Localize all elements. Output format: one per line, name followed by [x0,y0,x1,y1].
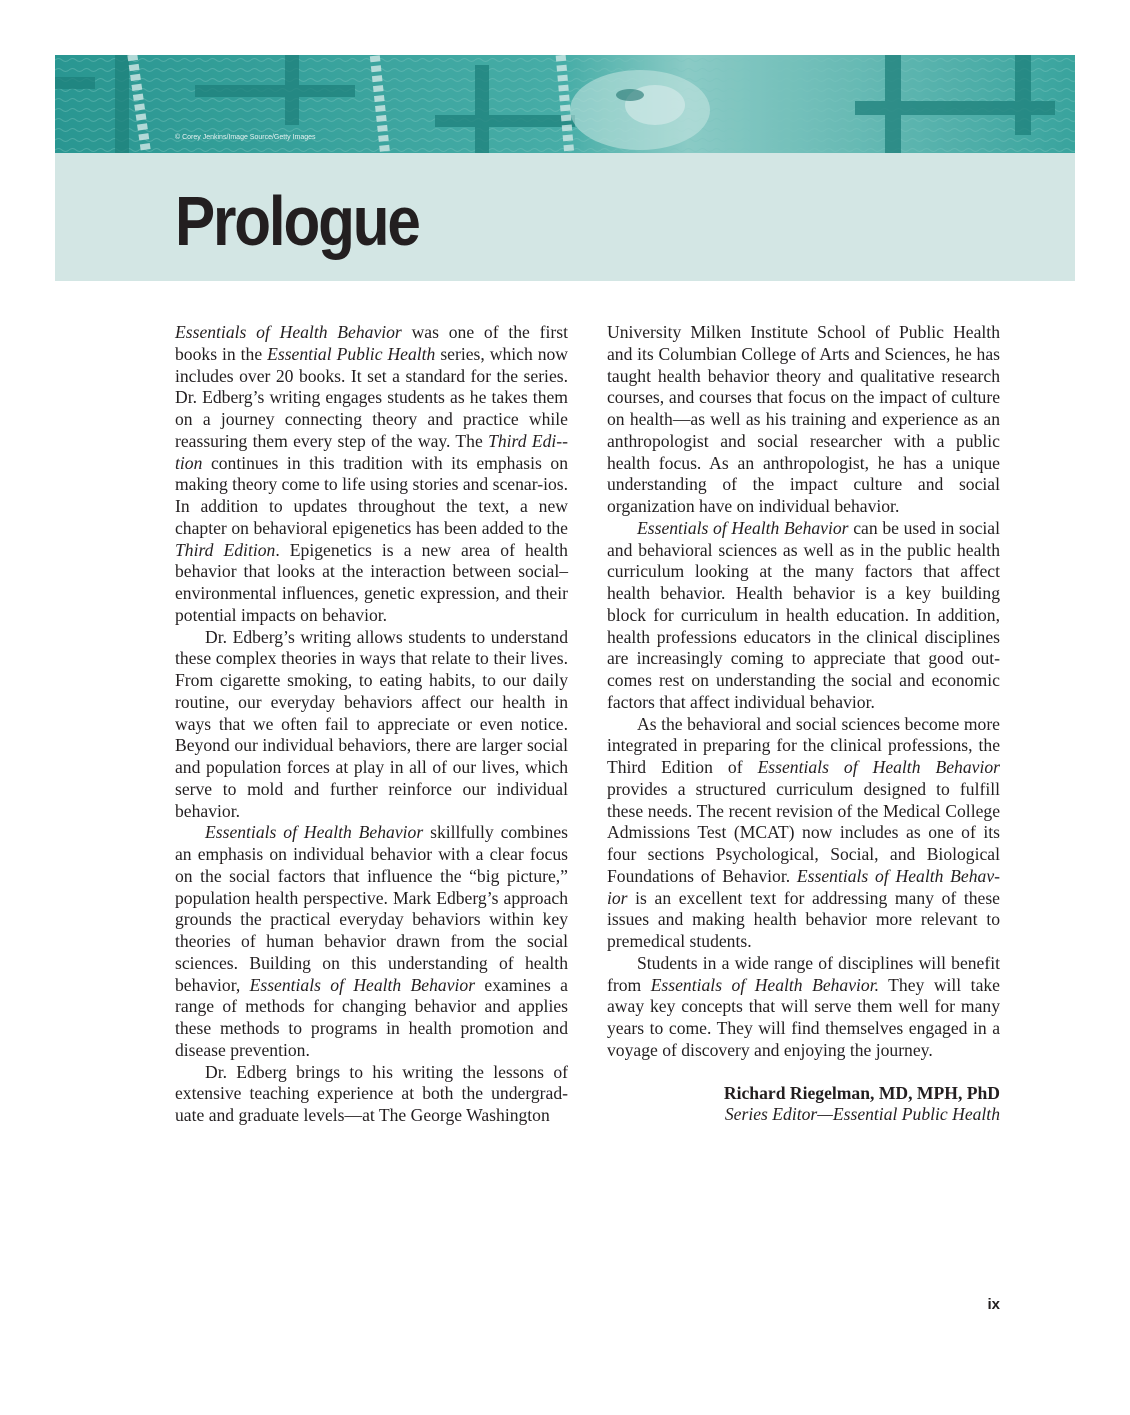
book-title: Essentials of Health Behavior [607,865,1000,908]
text-run: skillfully combines an emphasis on individual behavior with a clear focus on the social factors that influence the “big picture,” population health perspective. Mark Edberg’s approach grounds the practical everyday behaviors within key theories of human behavior drawn from the social sciences. Building on this understanding of health behavior, [175,822,568,995]
paragraph: Dr. Edberg brings to his writing the lessons of extensive teaching experience at both the undergraduate and graduate levels—at The George Washington [175,1061,568,1125]
text-run: is an excellent text for addressing many of these issues and making health behavior more relevant to premedical students. [607,887,1000,951]
book-title: Essentials of Health Behavior [175,322,402,342]
series-title: Essential Public Health [267,343,436,364]
text-column-left [175,322,568,1127]
text-run: was one of the first books in the [175,322,568,364]
text-run: continues in this tradition with its emphasis on making theory come to life using stories and scenar-ios. In addition to updates throughout the text, a new chapter on behavioral epigenetics has been added to the [175,452,568,538]
text-column-right [607,322,1000,1126]
book-title: Essentials of Health Behavior. [650,974,880,995]
text-run: examines a range of methods for changing behavior and applies these methods to programs in health promotion and disease prevention. [175,974,568,1060]
text-run: series, which now includes over 20 books. It set a standard for the series. Dr. Edberg’s writing engages students as he takes them on a journey connecting theory and practice while reassuring them every step of the way. The [175,343,568,451]
book-title: Essentials of Health Behavior [637,517,849,538]
text-run: . Epigenetics is a new area of health behavior that looks at the interaction between social–environmental influences, genetic expression, and their potential impacts on behavior. [175,539,568,625]
paragraph [175,322,568,627]
edition-title: Third Edition [175,539,276,560]
header-photo-banner [55,55,1075,153]
title-band [55,153,1075,281]
text-run: provides a structured curriculum designed to fulfill these needs. The recent revision of the Medical College Admissions Test (MCAT) now includes as one of its four sections Psychological, Social, and Biological Foundations of Behavior. [607,778,1000,886]
text-run: Students in a wide range of disciplines will benefit from [607,952,1000,995]
text-run: As the behavioral and social sciences become more integrated in preparing for the clinical professions, the Third Edition of [607,713,1000,777]
page-title: Prologue [175,182,419,260]
paragraph: Dr. Edberg’s writing allows students to understand these complex theories in ways that relate to their lives. From cigarette smoking, to eating habits, to our daily routine, our everyday behaviors affect our health in ways that we often fail to appreciate or even notice. Beyond our individual behaviors, there are larger social and population forces at play in all of our lives, which serve to mold and further reinforce our individual behavior. [175,626,568,821]
paragraph [607,953,1000,1062]
page-number: ix [987,1296,1000,1313]
book-title: Essentials of Health Behavior [757,757,1000,777]
paragraph: University Milken Institute School of Public Health and its Columbian College of Arts and Sciences, he has taught health behavior theory and qualitative research courses, and courses that focus on the impact of culture on health—as well as his training and experience as an anthropologist and social researcher with a public health focus. As an anthropologist, he has a unique understanding of the impact culture and social organization have on individual behavior. [607,322,1000,516]
signature-block [607,1083,1000,1127]
text-run: They will take away key concepts that will serve them well for many years to come. They will find themselves engaged in a voyage of discovery and enjoying the journey. [607,974,1000,1060]
text-run: can be used in social and behavioral sciences as well as in the public health curriculum looking at the many factors that affect health behavior. Health behavior is a key building block for curriculum in health education. In addition, health professions educators in the clinical disciplines are increasingly coming to appreciate that good outcomes rest on understanding the social and economic factors that affect individual behavior. [607,517,1000,712]
author-role: Series Editor—Essential Public Health [724,1104,1000,1125]
book-title: Essentials of Health Behavior [205,822,424,843]
photo-credit: © Corey Jenkins/Image Source/Getty Images [175,134,316,141]
edition-title: Third Edi-tion [175,430,568,473]
book-title: Essentials of Health Behavior [249,974,476,995]
paragraph [607,518,1000,714]
paragraph [607,714,1000,953]
paragraph [175,822,568,1061]
author-name: Richard Riegelman, MD, MPH, PhD [723,1082,1000,1103]
